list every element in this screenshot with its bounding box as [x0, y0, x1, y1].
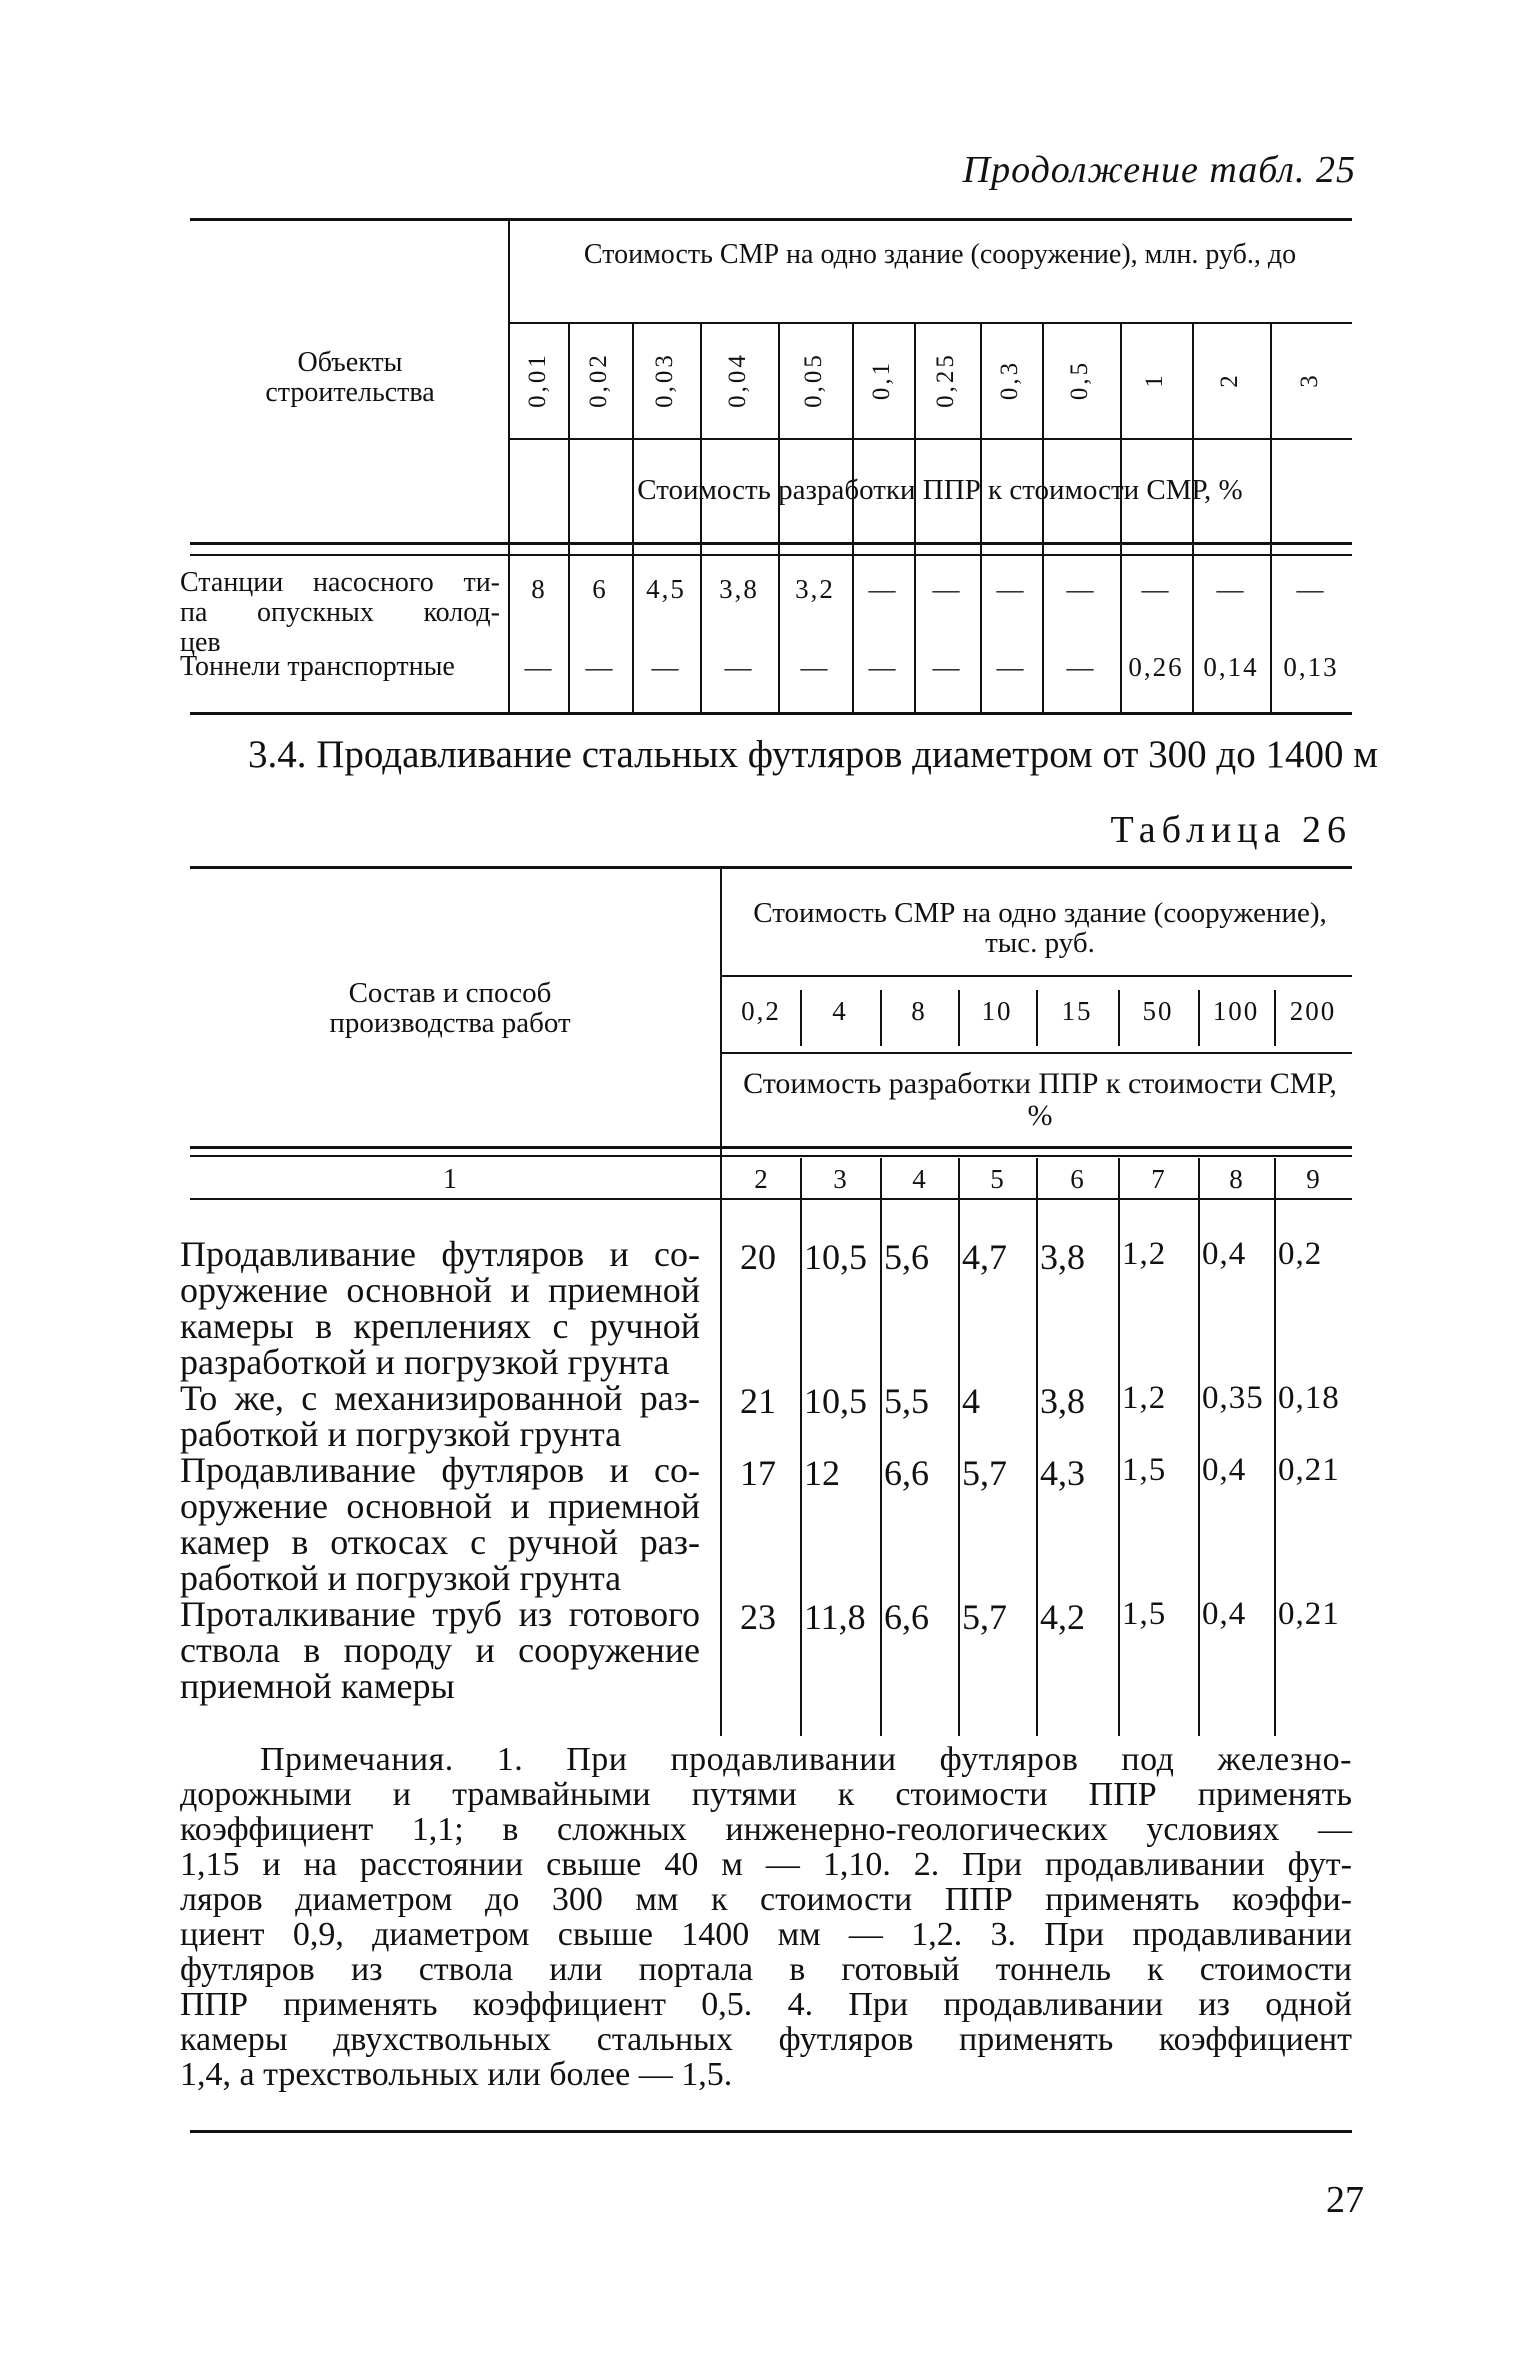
t26-cost-value: 100: [1212, 996, 1260, 1026]
t25-cell: —: [868, 574, 898, 604]
t25-cell: —: [868, 652, 898, 682]
t25-cost-value: 0,5: [1066, 359, 1093, 401]
t26-work-header: Состав и способ производства работ: [329, 977, 571, 1039]
t26-cost-value: 4: [832, 996, 848, 1026]
notes-line: 1,15 и на расстоянии свыше 40 м — 1,10. 2. При продавливании фут-: [180, 1846, 1352, 1883]
running-header: Продолжение табл. 25: [962, 149, 1356, 191]
t26-cell: 1,2: [1122, 1236, 1167, 1272]
t26-cost-value: 15: [1061, 996, 1093, 1026]
t25-cell: —: [1066, 652, 1096, 682]
t25-cell: —: [932, 574, 962, 604]
t26-cost-value: 10: [981, 996, 1013, 1026]
t25-cell: —: [996, 652, 1026, 682]
t25-cost-value: 0,05: [800, 352, 827, 408]
t26-cell: 4,2: [1040, 1597, 1085, 1637]
t26-colnum: 6: [1070, 1164, 1084, 1194]
t26-cell: 0,4: [1202, 1236, 1247, 1272]
t25-cell: —: [651, 652, 681, 682]
section-title: 3.4. Продавливание стальных футляров диаметром от 300 до 1400 м: [248, 733, 1378, 776]
t26-header-bottom: [190, 1146, 1352, 1149]
t25-cell: —: [724, 652, 754, 682]
t25-row-1-name: Станции насосного ти- па опускных колод- цев: [180, 567, 500, 658]
t26-colnum: 7: [1151, 1164, 1165, 1194]
t25-cell: 3,8: [719, 574, 759, 604]
t26-cell: 5,7: [962, 1597, 1007, 1637]
t26-cell: 0,2: [1278, 1236, 1323, 1272]
t26-cell: 1,5: [1122, 1596, 1167, 1632]
t26-cost-header: Стоимость СМР на одно здание (сооружение), тыс. руб.: [753, 897, 1327, 959]
t26-cell: 4,7: [962, 1237, 1007, 1277]
t25-cell: —: [585, 652, 615, 682]
t26-cell: 0,18: [1278, 1380, 1340, 1416]
t26-row-1-name: Продавливание футляров и со- оружение основной и приемной камеры в креплениях с ручной разработкой и погрузкой грунта: [180, 1234, 700, 1382]
t26-cost-value: 200: [1289, 996, 1337, 1026]
t26-numbers-rule: [190, 1198, 1352, 1200]
t25-bottom-rule: [190, 712, 1352, 715]
notes-line: камеры двухствольных стальных футляров применять коэффициент: [180, 2021, 1352, 2058]
t25-cost-value: 0,03: [651, 352, 678, 408]
notes-line: ляров диаметром до 300 мм к стоимости ППР применять коэффи-: [180, 1881, 1352, 1918]
t25-cost-value: 0,01: [524, 352, 551, 408]
t26-cell: 6,6: [884, 1453, 929, 1493]
t25-cell: —: [1066, 574, 1096, 604]
notes-bottom-rule: [190, 2130, 1352, 2133]
t26-cell: 1,5: [1122, 1452, 1167, 1488]
t26-cost-value: 50: [1142, 996, 1174, 1026]
notes-line: 1,4, а трехствольных или более — 1,5.: [180, 2056, 733, 2093]
t26-colnum: 3: [833, 1164, 847, 1194]
t26-header-bottom-2: [190, 1155, 1352, 1157]
t26-cell: 1,2: [1122, 1380, 1167, 1416]
t25-row-2-name: Тоннели транспортные: [180, 651, 455, 682]
t25-header-split: [510, 322, 1352, 324]
t26-colnum: 8: [1229, 1164, 1243, 1194]
t25-cell: 0,26: [1128, 652, 1184, 682]
t25-cell: 3,2: [795, 574, 835, 604]
notes-line: коэффициент 1,1; в сложных инженерно-геологических условиях —: [180, 1811, 1352, 1848]
t25-cost-value: 3: [1296, 372, 1323, 388]
t25-cost-value: 0,04: [724, 352, 751, 408]
t26-cost-value: 0,2: [741, 996, 781, 1026]
t26-cell: 11,8: [804, 1597, 866, 1637]
t26-cell: 21: [740, 1381, 776, 1421]
t26-col-divider: [880, 1158, 882, 1736]
table-26-caption: Таблица 26: [1110, 809, 1352, 851]
t26-cell: 4: [962, 1381, 980, 1421]
t25-cell: 6: [592, 574, 608, 604]
t26-row-4-name: Проталкивание труб из готового ствола в породу и сооружение приемной камеры: [180, 1594, 700, 1706]
t26-colnum: 4: [912, 1164, 926, 1194]
t25-cost-value: 2: [1216, 372, 1243, 388]
t26-cell: 17: [740, 1453, 776, 1493]
t25-objects-header: Объекты строительства: [265, 347, 435, 408]
t26-cell: 4,3: [1040, 1453, 1085, 1493]
t25-cell: —: [996, 574, 1026, 604]
t25-cell: —: [524, 652, 554, 682]
t26-cell: 5,7: [962, 1453, 1007, 1493]
t26-cell: 20: [740, 1237, 776, 1277]
t25-values-rule: [510, 438, 1352, 440]
t25-cell: —: [800, 652, 830, 682]
t26-cell: 5,6: [884, 1237, 929, 1277]
t26-row-2-name: То же, с механизированной раз- работкой и погрузкой грунта: [180, 1378, 700, 1454]
t25-cost-value: 1: [1141, 372, 1168, 388]
t26-top-rule: [190, 866, 1352, 869]
t26-cell: 0,4: [1202, 1596, 1247, 1632]
t25-cell: —: [1216, 574, 1246, 604]
t26-cell: 0,21: [1278, 1452, 1340, 1488]
t25-cell: 0,13: [1283, 652, 1339, 682]
t26-col-divider: [1036, 1158, 1038, 1736]
t26-ppr-header: Стоимость разработки ППР к стоимости СМР, %: [743, 1067, 1337, 1132]
t25-cost-value: 0,3: [996, 359, 1023, 401]
t26-cell: 0,21: [1278, 1596, 1340, 1632]
notes-line: футляров из ствола или портала в готовый тоннель к стоимости: [180, 1951, 1352, 1988]
t26-col-divider: [1198, 1158, 1200, 1736]
t26-cell: 6,6: [884, 1597, 929, 1637]
t26-cell: 3,8: [1040, 1381, 1085, 1421]
t25-cost-value: 0,25: [932, 352, 959, 408]
t25-cell: 8: [531, 574, 547, 604]
t26-cell: 0,4: [1202, 1452, 1247, 1488]
t26-colnum: 2: [754, 1164, 768, 1194]
t25-header-bottom-2: [190, 554, 1352, 556]
t25-cell: 0,14: [1203, 652, 1259, 682]
t26-cell: 23: [740, 1597, 776, 1637]
page-number: 27: [1326, 2179, 1364, 2221]
t25-cost-header: Стоимость СМР на одно здание (сооружение), млн. руб., до: [583, 239, 1297, 270]
t26-values-rule: [722, 1052, 1352, 1054]
t26-cell: 0,35: [1202, 1380, 1264, 1416]
t25-cost-value: 0,1: [868, 359, 895, 401]
t26-colnum-1: 1: [443, 1164, 457, 1195]
t26-row-3-name: Продавливание футляров и со- оружение основной и приемной камер в откосах с ручной раз- работкой и погрузкой грунта: [180, 1450, 700, 1598]
notes-line: Примечания. 1. При продавливании футляров под железно-: [260, 1741, 1352, 1778]
t26-col-divider: [1118, 1158, 1120, 1736]
t25-cell: —: [1296, 574, 1326, 604]
t26-colnum: 9: [1306, 1164, 1320, 1194]
t25-cell: —: [1141, 574, 1171, 604]
t26-cell: 5,5: [884, 1381, 929, 1421]
t25-ppr-header: Стоимость разработки ППР к стоимости СМР, %: [637, 474, 1243, 506]
t26-cell: 10,5: [804, 1237, 867, 1277]
notes-line: ППР применять коэффициент 0,5. 4. При продавливании из одной: [180, 1986, 1352, 2023]
notes-line: циент 0,9, диаметром свыше 1400 мм — 1,2. 3. При продавливании: [180, 1916, 1352, 1953]
t25-cell: 4,5: [646, 574, 686, 604]
t26-colnum: 5: [990, 1164, 1004, 1194]
notes: [180, 1742, 1352, 2092]
t26-col-divider: [1274, 1158, 1276, 1736]
t26-cell: 10,5: [804, 1381, 867, 1421]
t26-col-divider: [958, 1158, 960, 1736]
t25-col-divider: [508, 220, 510, 712]
notes-line: дорожными и трамвайными путями к стоимости ППР применять: [180, 1776, 1352, 1813]
t26-col-divider: [800, 1158, 802, 1736]
t26-cost-value: 8: [911, 996, 927, 1026]
t26-cell: 12: [804, 1453, 840, 1493]
t25-cell: —: [932, 652, 962, 682]
t26-cell: 3,8: [1040, 1237, 1085, 1277]
t25-header-bottom: [190, 542, 1352, 545]
t25-cost-value: 0,02: [585, 352, 612, 408]
t26-header-split: [722, 975, 1352, 977]
t25-top-rule: [190, 218, 1352, 221]
